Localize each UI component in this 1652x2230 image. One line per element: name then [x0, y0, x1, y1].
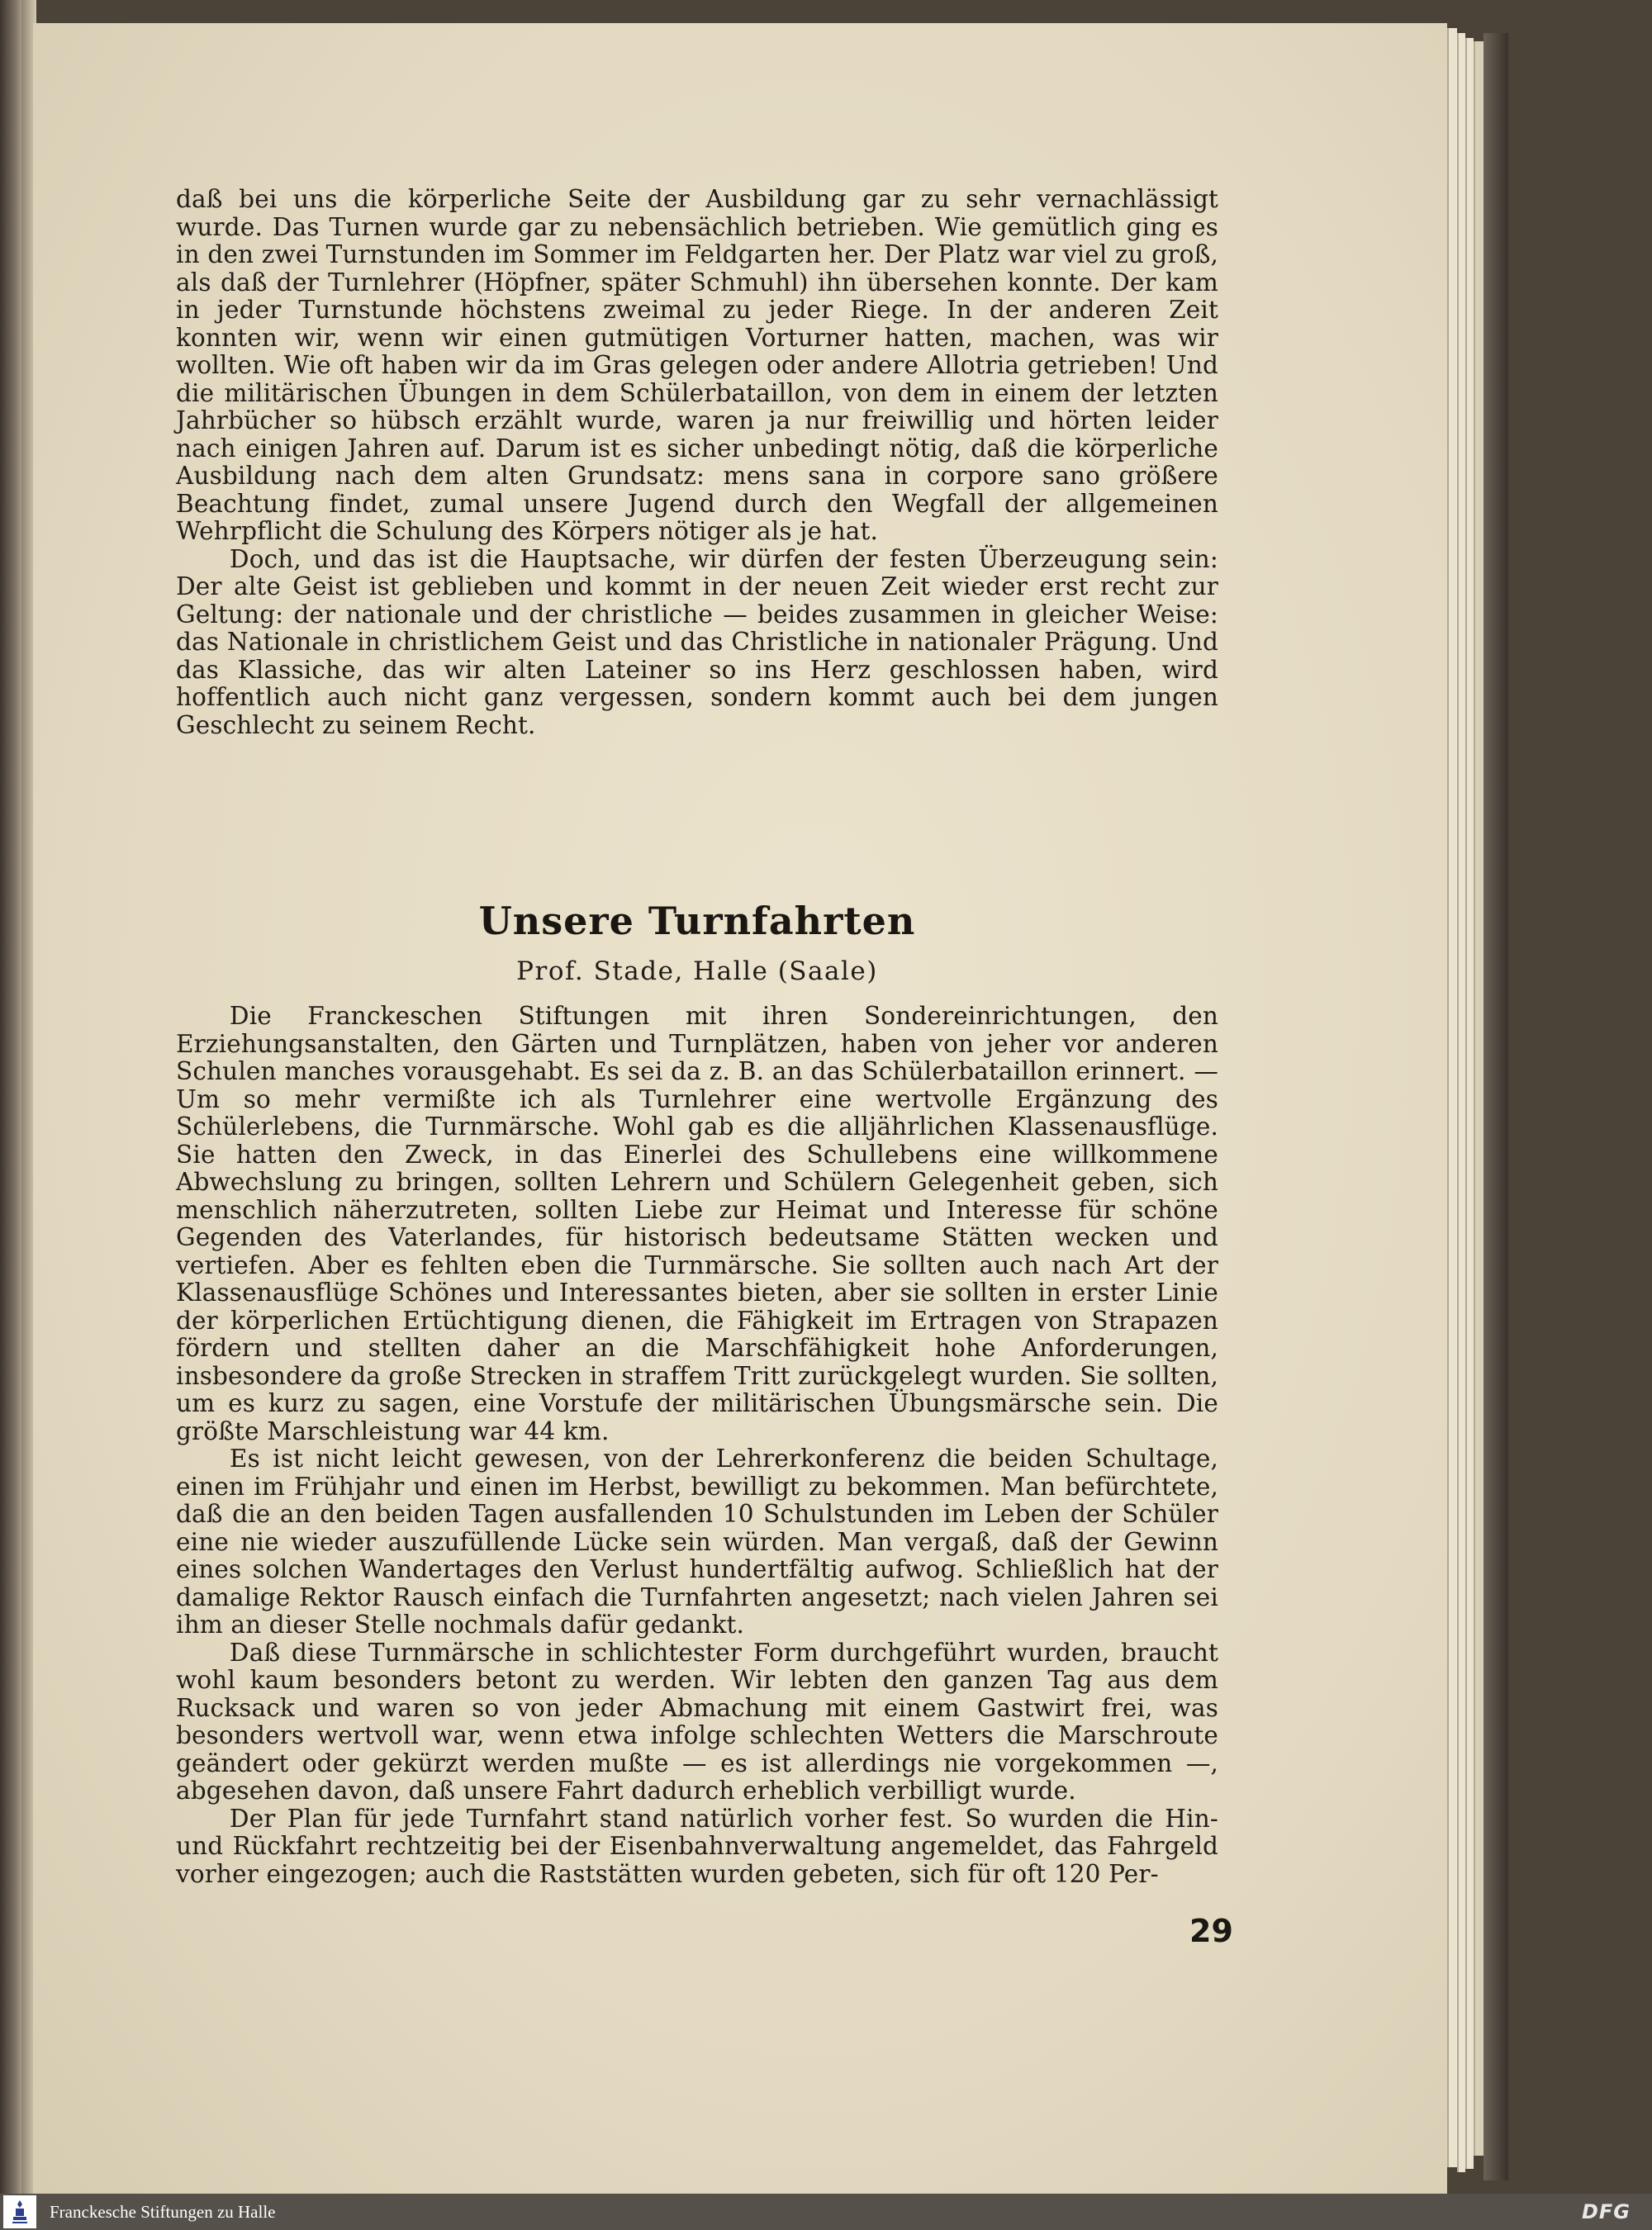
- page-stack-edge: [1457, 33, 1465, 2172]
- article-author: Prof. Stade, Halle (Saale): [516, 956, 878, 986]
- previous-page-edge: [0, 0, 21, 2194]
- paragraph: daß bei uns die körperliche Seite der Ausbildung gar zu sehr vernachlässigt wurde. Das Turnen wurde gar zu nebensächlich betrieben. Wie gemütlich ging es in den zwei Turnstunden im Sommer im Feldgarten her. Der Platz war viel zu groß, als daß der Turnlehrer (Höpfner, später Schmuhl) ihn übersehen konnte. Der kam in jeder Turnstunde höchstens zweimal zu jeder Riege. In der anderen Zeit konnten wir, wenn wir einen gutmütigen Vorturner hatten, machen, was wir wollten. Wie oft haben wir da im Gras gelegen oder andere Allotria getrieben! Und die militärischen Übungen in dem Schülerbataillon, von dem in einem der letzten Jahrbücher so hübsch erzählt wurde, waren ja nur freiwillig und hörten leider nach einigen Jahren auf. Darum ist es sicher unbedingt nötig, daß die körperliche Ausbildung nach dem alten Grundsatz: mens sana in corpore sano größere Beachtung findet, zumal unsere Jugend durch den Wegfall der allgemeinen Wehrpflicht die Schulung des Körpers nötiger als je hat.: [176, 185, 1218, 545]
- page-number: 29: [1189, 1913, 1233, 1949]
- article-title: Unsere Turnfahrten: [478, 899, 916, 943]
- continued-text-block: [176, 186, 1218, 739]
- paragraph: Doch, und das ist die Hauptsache, wir dürfen der festen Überzeugung sein: Der alte Geist ist geblieben und kommt in der neuen Zeit wieder erst recht zur Geltung: der nationale und der christliche — beides zusammen in gleicher Weise: das Nationale in christlichem Geist und das Christliche in nationaler Prägung. Und das Klassiche, das wir alten Lateiner so ins Herz geschlossen haben, wird hoffentlich auch nicht ganz vergessen, sondern kommt auch bei dem jungen Geschlecht zu seinem Recht.: [176, 544, 1218, 739]
- paragraph: Es ist nicht leicht gewesen, von der Lehrerkonferenz die beiden Schultage, einen im Frühjahr und einen im Herbst, bewilligt zu bekommen. Man befürchtete, daß die an den beiden Tagen ausfallenden 10 Schulstunden im Leben der Schüler eine nie wieder auszufüllende Lücke sein würden. Man vergaß, daß der Gewinn eines solchen Wandertages den Verlust hundertfältig aufwog. Schließlich hat der damalige Rektor Rausch einfach die Turnfahrten angesetzt; nach vielen Jahren sei ihm an dieser Stelle nochmals dafür gedankt.: [176, 1445, 1218, 1639]
- book-edge-shadow: [1483, 33, 1508, 2180]
- page-stack-edge: [1465, 38, 1474, 2169]
- francke-foundation-logo-icon[interactable]: [3, 2195, 36, 2228]
- article-body: [176, 1003, 1218, 1888]
- paragraph: Der Plan für jede Turnfahrt stand natürlich vorher fest. So wurden die Hin- und Rückfahrt rechtzeitig bei der Eisenbahnverwaltung angemeldet, das Fahrgeld vorher eingezogen; auch die Raststätten wurden gebeten, sich für oft 120 Per-: [176, 1804, 1218, 1888]
- viewer-footer: [0, 2194, 1652, 2230]
- paragraph: Die Franckeschen Stiftungen mit ihren Sondereinrichtungen, den Erziehungsanstalten, den Gärten und Turnplätzen, haben von jeher vor anderen Schulen manches vorausgehabt. Es sei da z. B. an das Schülerbataillon erinnert. — Um so mehr vermißte ich als Turnlehrer eine wertvolle Ergänzung des Schülerlebens, die Turnmärsche. Wohl gab es die alljährlichen Klassenausflüge. Sie hatten den Zweck, in das Einerlei des Schullebens eine willkommene Abwechslung zu bringen, sollten Lehrern und Schülern Gelegenheit geben, sich menschlich näherzutreten, sollten Liebe zur Heimat und Interesse für schöne Gegenden des Vaterlandes, für historisch bedeutsame Stätten wecken und vertiefen. Aber es fehlten eben die Turnmärsche. Sie sollten auch nach Art der Klassenausflüge Schönes und Interessantes bieten, aber sie sollten in erster Linie der körperlichen Ertüchtigung dienen, die Fähigkeit im Ertragen von Strapazen fördern und stellten daher an die Marschfähigkeit hohe Anforderungen, insbesondere da große Strecken in straffem Tritt zurückgelegt wurden. Sie sollten, um es kurz zu sagen, eine Vorstufe der militärischen Übungsmärsche sein. Die größte Marschleistung war 44 km.: [176, 1002, 1218, 1445]
- dfg-logo[interactable]: DFG: [1581, 2200, 1631, 2223]
- institution-name[interactable]: Franckesche Stiftungen zu Halle: [50, 2201, 276, 2222]
- paragraph: Daß diese Turnmärsche in schlichtester Form durchgeführt wurden, braucht wohl kaum besonders betont zu werden. Wir lebten den ganzen Tag aus dem Rucksack und waren so von jeder Abmachung mit einem Gastwirt frei, was besonders wertvoll war, wenn etwa infolge schlechten Wetters die Marschroute geändert oder gekürzt werden mußte — es ist allerdings nie vorgekommen —, abgesehen davon, daß unsere Fahrt dadurch erheblich verbilligt wurde.: [176, 1638, 1218, 1805]
- page-stack-edge: [1447, 28, 1457, 2167]
